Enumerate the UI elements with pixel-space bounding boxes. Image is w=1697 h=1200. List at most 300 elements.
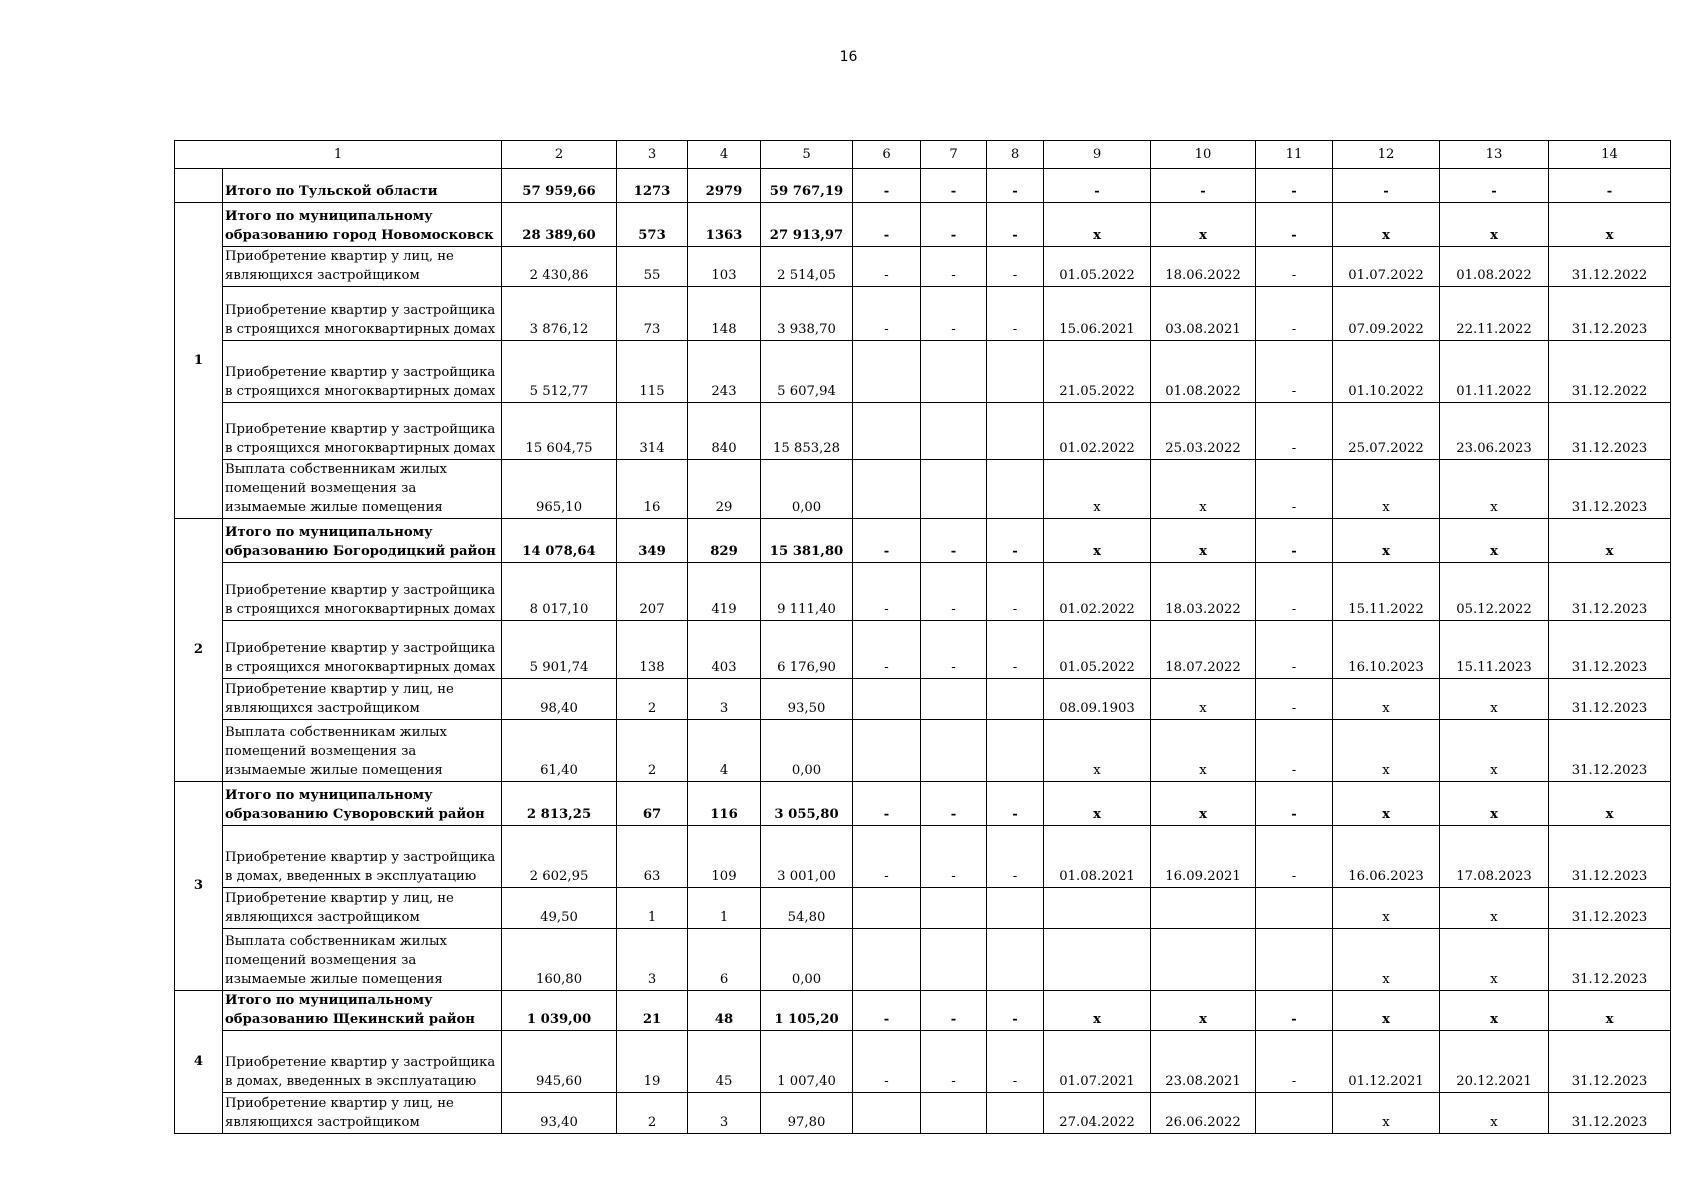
table-cell: 2 [617, 679, 688, 720]
table-cell: 16.06.2023 [1333, 826, 1440, 888]
row-name: Приобретение квартир у застройщика в строящихся многоквартирных домах [223, 287, 502, 341]
table-cell: x [1044, 519, 1151, 563]
table-row [175, 287, 1671, 341]
table-cell: 2979 [688, 169, 761, 203]
row-name: Приобретение квартир у застройщика в домах, введенных в эксплуатацию [223, 826, 502, 888]
table-cell: 419 [688, 563, 761, 621]
table-cell: - [921, 991, 987, 1031]
table-cell: 349 [617, 519, 688, 563]
table-row [175, 403, 1671, 460]
table-cell: 55 [617, 247, 688, 287]
row-name: Итого по муниципальному образованию Щекинский район [223, 991, 502, 1031]
row-name: Итого по муниципальному образованию Богородицкий район [223, 519, 502, 563]
table-cell: 314 [617, 403, 688, 460]
table-cell: 5 901,74 [502, 621, 617, 679]
table-row [175, 720, 1671, 782]
table-cell: - [1256, 991, 1333, 1031]
subtotal-row [175, 991, 1671, 1031]
table-row [175, 247, 1671, 287]
table-cell: x [1440, 782, 1549, 826]
table-cell: 31.12.2023 [1549, 1093, 1671, 1134]
table-cell: 31.12.2023 [1549, 720, 1671, 782]
column-header: 5 [761, 141, 853, 169]
table-cell: x [1333, 203, 1440, 247]
table-cell: - [1256, 341, 1333, 403]
table-cell: x [1333, 929, 1440, 991]
table-cell: x [1549, 519, 1671, 563]
table-cell: 1 [688, 888, 761, 929]
table-cell: 2 602,95 [502, 826, 617, 888]
table-cell: - [1256, 287, 1333, 341]
column-header: 4 [688, 141, 761, 169]
row-name: Приобретение квартир у лиц, не являющихся застройщиком [223, 679, 502, 720]
table-cell: 15 853,28 [761, 403, 853, 460]
row-name: Итого по муниципальному образованию город Новомосковск [223, 203, 502, 247]
table-cell: - [987, 621, 1044, 679]
table-cell: 31.12.2023 [1549, 826, 1671, 888]
table-cell: 16.10.2023 [1333, 621, 1440, 679]
table-cell: 61,40 [502, 720, 617, 782]
table-cell: 31.12.2023 [1549, 679, 1671, 720]
table-cell: 23.08.2021 [1151, 1031, 1256, 1093]
table-cell: 01.02.2022 [1044, 403, 1151, 460]
column-header: 14 [1549, 141, 1671, 169]
table-cell: x [1151, 519, 1256, 563]
table-cell: x [1440, 888, 1549, 929]
table-cell: 18.07.2022 [1151, 621, 1256, 679]
table-cell: 403 [688, 621, 761, 679]
table-cell: 28 389,60 [502, 203, 617, 247]
table-cell: 01.07.2022 [1333, 247, 1440, 287]
table-cell: 573 [617, 203, 688, 247]
table-cell [987, 888, 1044, 929]
table-cell: 116 [688, 782, 761, 826]
table-cell: x [1333, 782, 1440, 826]
table-cell: 29 [688, 460, 761, 519]
table-cell: 22.11.2022 [1440, 287, 1549, 341]
table-cell: - [1256, 720, 1333, 782]
table-cell: 01.07.2021 [1044, 1031, 1151, 1093]
table-body [175, 141, 1671, 1134]
table-cell: 945,60 [502, 1031, 617, 1093]
table-row [175, 621, 1671, 679]
group-number: 4 [175, 991, 223, 1134]
table-cell: 15.11.2023 [1440, 621, 1549, 679]
table-cell: 2 [617, 720, 688, 782]
table-cell: 3 876,12 [502, 287, 617, 341]
table-cell: 31.12.2023 [1549, 888, 1671, 929]
row-name: Выплата собственникам жилых помещений возмещения за изымаемые жилые помещения [223, 929, 502, 991]
table-cell [853, 929, 921, 991]
table-cell: 1 105,20 [761, 991, 853, 1031]
table-cell: 3 [617, 929, 688, 991]
table-cell: - [921, 826, 987, 888]
table-cell: 25.03.2022 [1151, 403, 1256, 460]
table-cell: 63 [617, 826, 688, 888]
table-cell: 15 604,75 [502, 403, 617, 460]
column-header: 11 [1256, 141, 1333, 169]
table-cell [853, 888, 921, 929]
table-cell: x [1044, 720, 1151, 782]
table-cell: 8 017,10 [502, 563, 617, 621]
table-cell: x [1440, 1093, 1549, 1134]
column-header: 8 [987, 141, 1044, 169]
column-header: 12 [1333, 141, 1440, 169]
table-cell: 2 [617, 1093, 688, 1134]
table-cell: 23.06.2023 [1440, 403, 1549, 460]
table-cell: - [921, 519, 987, 563]
empty-cell [175, 169, 223, 203]
table-cell: - [1151, 169, 1256, 203]
table-cell: - [987, 287, 1044, 341]
table-cell: - [853, 826, 921, 888]
table-cell: - [921, 621, 987, 679]
table-cell: 6 [688, 929, 761, 991]
column-header: 1 [175, 141, 502, 169]
table-cell [921, 341, 987, 403]
row-name: Приобретение квартир у застройщика в строящихся многоквартирных домах [223, 563, 502, 621]
table-cell: 01.02.2022 [1044, 563, 1151, 621]
table-cell: 1 039,00 [502, 991, 617, 1031]
table-cell: - [853, 991, 921, 1031]
table-cell: - [987, 991, 1044, 1031]
table-cell: 5 607,94 [761, 341, 853, 403]
table-cell: - [853, 519, 921, 563]
table-cell: 57 959,66 [502, 169, 617, 203]
table-cell: x [1333, 460, 1440, 519]
table-cell: 31.12.2023 [1549, 563, 1671, 621]
column-header: 9 [1044, 141, 1151, 169]
table-cell: 31.12.2023 [1549, 929, 1671, 991]
table-cell: 48 [688, 991, 761, 1031]
row-name: Приобретение квартир у застройщика в строящихся многоквартирных домах [223, 621, 502, 679]
table-cell [853, 679, 921, 720]
table-cell: - [921, 287, 987, 341]
table-cell: 3 [688, 679, 761, 720]
table-cell: x [1333, 720, 1440, 782]
table-cell [1151, 888, 1256, 929]
table-row [175, 929, 1671, 991]
table-cell: 15.06.2021 [1044, 287, 1151, 341]
table-cell: 01.10.2022 [1333, 341, 1440, 403]
table-cell [1044, 929, 1151, 991]
table-cell: x [1044, 782, 1151, 826]
table-cell: 0,00 [761, 720, 853, 782]
table-cell: 207 [617, 563, 688, 621]
table-cell [853, 1093, 921, 1134]
table-cell: 5 512,77 [502, 341, 617, 403]
table-cell: x [1440, 203, 1549, 247]
table-cell: - [987, 519, 1044, 563]
table-cell: 31.12.2023 [1549, 460, 1671, 519]
table-cell: 31.12.2023 [1549, 621, 1671, 679]
table-cell: - [987, 826, 1044, 888]
table-cell: 0,00 [761, 929, 853, 991]
table-cell: 19 [617, 1031, 688, 1093]
group-number: 3 [175, 782, 223, 991]
table-cell: x [1333, 1093, 1440, 1134]
table-cell: 01.08.2021 [1044, 826, 1151, 888]
table-cell: - [987, 782, 1044, 826]
table-cell: 115 [617, 341, 688, 403]
column-header: 13 [1440, 141, 1549, 169]
table-cell: - [853, 782, 921, 826]
table-cell [987, 341, 1044, 403]
table-cell: x [1333, 679, 1440, 720]
table-cell [921, 929, 987, 991]
table-cell [921, 679, 987, 720]
table-cell: 17.08.2023 [1440, 826, 1549, 888]
table-cell: 21.05.2022 [1044, 341, 1151, 403]
table-cell: 05.12.2022 [1440, 563, 1549, 621]
table-cell [987, 403, 1044, 460]
header-row [175, 141, 1671, 169]
table-cell: 829 [688, 519, 761, 563]
table-cell [853, 720, 921, 782]
table-cell: 6 176,90 [761, 621, 853, 679]
row-name: Итого по муниципальному образованию Суворовский район [223, 782, 502, 826]
table-cell: 16.09.2021 [1151, 826, 1256, 888]
table-cell: x [1151, 679, 1256, 720]
table-cell: 16 [617, 460, 688, 519]
table-cell [1256, 1093, 1333, 1134]
table-cell: - [1440, 169, 1549, 203]
table-cell: 2 514,05 [761, 247, 853, 287]
column-header: 3 [617, 141, 688, 169]
row-name: Приобретение квартир у застройщика в строящихся многоквартирных домах [223, 341, 502, 403]
table-cell: 25.07.2022 [1333, 403, 1440, 460]
table-cell: - [853, 621, 921, 679]
table-cell: - [853, 563, 921, 621]
table-cell: 31.12.2023 [1549, 403, 1671, 460]
table-cell: 01.05.2022 [1044, 247, 1151, 287]
table-cell [987, 720, 1044, 782]
column-header: 2 [502, 141, 617, 169]
data-table [174, 140, 1671, 1134]
table-cell: - [1256, 460, 1333, 519]
table-cell: 31.12.2022 [1549, 341, 1671, 403]
row-name: Приобретение квартир у лиц, не являющихся застройщиком [223, 1093, 502, 1134]
table-cell: 27.04.2022 [1044, 1093, 1151, 1134]
table-cell: 1 [617, 888, 688, 929]
table-cell: - [853, 1031, 921, 1093]
table-cell: 18.03.2022 [1151, 563, 1256, 621]
table-cell: x [1151, 460, 1256, 519]
table-cell: - [1256, 403, 1333, 460]
table-cell [921, 460, 987, 519]
table-cell: 07.09.2022 [1333, 287, 1440, 341]
table-cell: - [987, 169, 1044, 203]
table-cell [921, 888, 987, 929]
table-cell: 3 938,70 [761, 287, 853, 341]
table-cell: - [853, 247, 921, 287]
table-cell: - [853, 169, 921, 203]
table-cell: 01.08.2022 [1151, 341, 1256, 403]
table-cell: - [987, 247, 1044, 287]
table-cell: 26.06.2022 [1151, 1093, 1256, 1134]
table-cell [1256, 929, 1333, 991]
table-row [175, 341, 1671, 403]
subtotal-row [175, 203, 1671, 247]
table-cell: 98,40 [502, 679, 617, 720]
table-cell: - [921, 563, 987, 621]
grand-total-row [175, 169, 1671, 203]
table-cell: 03.08.2021 [1151, 287, 1256, 341]
table-cell: - [853, 287, 921, 341]
table-cell: - [1256, 519, 1333, 563]
table-cell: 21 [617, 991, 688, 1031]
row-name: Приобретение квартир у лиц, не являющихся застройщиком [223, 888, 502, 929]
table-cell: 138 [617, 621, 688, 679]
table-cell [853, 341, 921, 403]
table-cell: - [1256, 203, 1333, 247]
table-cell: 1363 [688, 203, 761, 247]
table-cell: 2 813,25 [502, 782, 617, 826]
row-name: Приобретение квартир у застройщика в строящихся многоквартирных домах [223, 403, 502, 460]
table-cell: 45 [688, 1031, 761, 1093]
table-cell: 01.12.2021 [1333, 1031, 1440, 1093]
table-cell [987, 460, 1044, 519]
group-number: 2 [175, 519, 223, 782]
table-cell: x [1044, 203, 1151, 247]
table-row [175, 679, 1671, 720]
table-cell: 3 055,80 [761, 782, 853, 826]
table-cell: 97,80 [761, 1093, 853, 1134]
table-cell: x [1440, 929, 1549, 991]
table-cell: x [1440, 720, 1549, 782]
subtotal-row [175, 519, 1671, 563]
table-row [175, 826, 1671, 888]
row-name: Выплата собственникам жилых помещений возмещения за изымаемые жилые помещения [223, 460, 502, 519]
table-cell: 109 [688, 826, 761, 888]
table-cell: 0,00 [761, 460, 853, 519]
table-cell [1256, 888, 1333, 929]
table-cell [987, 929, 1044, 991]
table-cell: 31.12.2023 [1549, 287, 1671, 341]
table-cell: x [1440, 519, 1549, 563]
table-cell: 31.12.2022 [1549, 247, 1671, 287]
table-row [175, 1031, 1671, 1093]
table-cell: 54,80 [761, 888, 853, 929]
table-cell: - [921, 169, 987, 203]
table-cell: 01.05.2022 [1044, 621, 1151, 679]
table-cell: - [1256, 679, 1333, 720]
table-cell: x [1151, 203, 1256, 247]
table-cell: 20.12.2021 [1440, 1031, 1549, 1093]
table-cell: 840 [688, 403, 761, 460]
table-cell: 01.08.2022 [1440, 247, 1549, 287]
table-cell: 148 [688, 287, 761, 341]
table-cell: - [1549, 169, 1671, 203]
table-cell [1044, 888, 1151, 929]
table-cell [853, 403, 921, 460]
table-cell: x [1151, 720, 1256, 782]
table-cell: 1 007,40 [761, 1031, 853, 1093]
table-cell: x [1440, 679, 1549, 720]
table-cell: - [1256, 826, 1333, 888]
table-cell: 243 [688, 341, 761, 403]
table-cell: - [1256, 782, 1333, 826]
column-header: 7 [921, 141, 987, 169]
table-cell: - [921, 247, 987, 287]
table-cell: 965,10 [502, 460, 617, 519]
row-name: Приобретение квартир у лиц, не являющихся застройщиком [223, 247, 502, 287]
table-cell: 3 [688, 1093, 761, 1134]
table-cell: 9 111,40 [761, 563, 853, 621]
table-cell [921, 720, 987, 782]
group-number: 1 [175, 203, 223, 519]
table-cell: 59 767,19 [761, 169, 853, 203]
table-cell: - [1256, 247, 1333, 287]
table-cell: - [1044, 169, 1151, 203]
table-cell: 01.11.2022 [1440, 341, 1549, 403]
table-cell: 93,50 [761, 679, 853, 720]
table-row [175, 888, 1671, 929]
table-cell: x [1549, 203, 1671, 247]
table-cell: x [1044, 991, 1151, 1031]
table-cell: 15.11.2022 [1333, 563, 1440, 621]
table-cell: x [1151, 991, 1256, 1031]
table-cell: 15 381,80 [761, 519, 853, 563]
table-cell: x [1440, 991, 1549, 1031]
table-cell: 08.09.1903 [1044, 679, 1151, 720]
table-cell: - [921, 1031, 987, 1093]
row-name: Итого по Тульской области [223, 169, 502, 203]
table-cell: x [1549, 782, 1671, 826]
table-cell: x [1044, 460, 1151, 519]
table-row [175, 460, 1671, 519]
table-cell [1151, 929, 1256, 991]
table-cell: x [1151, 782, 1256, 826]
page-number: 16 [839, 49, 858, 65]
column-header: 10 [1151, 141, 1256, 169]
table-cell [853, 460, 921, 519]
table-cell [921, 403, 987, 460]
table-cell: 27 913,97 [761, 203, 853, 247]
table-cell: 49,50 [502, 888, 617, 929]
table-cell: 67 [617, 782, 688, 826]
table-cell: x [1440, 460, 1549, 519]
table-cell: 2 430,86 [502, 247, 617, 287]
table-cell: 18.06.2022 [1151, 247, 1256, 287]
table-cell [987, 1093, 1044, 1134]
table-cell: 3 001,00 [761, 826, 853, 888]
table-cell: 103 [688, 247, 761, 287]
table-cell: - [1256, 169, 1333, 203]
table-cell: x [1333, 519, 1440, 563]
table-cell: - [987, 563, 1044, 621]
table-cell: - [1256, 563, 1333, 621]
table-cell: - [1256, 621, 1333, 679]
table-cell: x [1549, 991, 1671, 1031]
table-cell: - [921, 203, 987, 247]
table-cell: 93,40 [502, 1093, 617, 1134]
table-cell: - [853, 203, 921, 247]
table-cell: 4 [688, 720, 761, 782]
subtotal-row [175, 782, 1671, 826]
table-cell [987, 679, 1044, 720]
column-header: 6 [853, 141, 921, 169]
table-cell: - [987, 203, 1044, 247]
table-cell: 160,80 [502, 929, 617, 991]
table-cell: x [1333, 991, 1440, 1031]
row-name: Выплата собственникам жилых помещений возмещения за изымаемые жилые помещения [223, 720, 502, 782]
table-cell: 14 078,64 [502, 519, 617, 563]
table-cell: 73 [617, 287, 688, 341]
table-cell: x [1333, 888, 1440, 929]
row-name: Приобретение квартир у застройщика в домах, введенных в эксплуатацию [223, 1031, 502, 1093]
table-cell: 1273 [617, 169, 688, 203]
